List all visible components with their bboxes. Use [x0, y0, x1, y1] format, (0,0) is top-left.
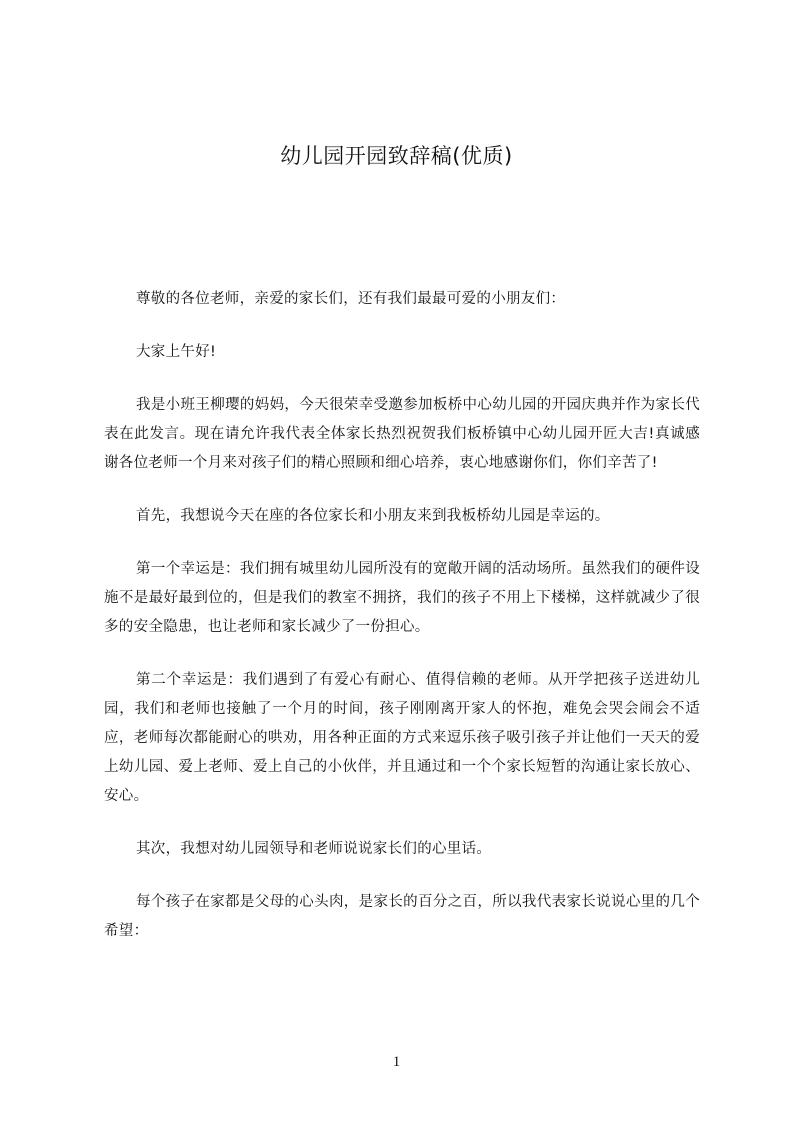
document-title: 幼儿园开园致辞稿(优质)	[280, 144, 513, 168]
paragraph-first-point: 首先，我想说今天在座的各位家长和小朋友来到我板桥幼儿园是幸运的。	[136, 508, 610, 524]
paragraph-second-fortune: 第二个幸运是：我们遇到了有爱心有耐心、值得信赖的老师。从开学把孩子送进幼儿园，我们和老师也接触了一个月的时间，孩子刚刚离开家人的怀抱，难免会哭会闹会不适应，老师每次都能耐心的哄劝，用各种正面的方式来逗乐孩子吸引孩子并让他们一天天的爱上幼儿园、爱上老师、爱上自己的小伙伴，并且通过和一个个家长短暂的沟通让家长放心、安心。	[104, 672, 700, 804]
paragraph-introduction: 我是小班王柳璎的妈妈，今天很荣幸受邀参加板桥中心幼儿园的开园庆典并作为家长代表在此发言。现在请允许我代表全体家长热烈祝贺我们板桥镇中心幼儿园开匠大吉!真诚感谢各位老师一个月来对孩子们的精心照顾和细心培养，衷心地感谢你们，你们辛苦了!	[104, 397, 700, 471]
paragraph-greeting: 大家上午好!	[136, 344, 217, 360]
paragraph-salutation: 尊敬的各位老师，亲爱的家长们，还有我们最最可爱的小朋友们：	[136, 291, 566, 307]
paragraph-first-fortune: 第一个幸运是：我们拥有城里幼儿园所没有的宽敞开阔的活动场所。虽然我们的硬件设施不是最好最到位的，但是我们的教室不拥挤，我们的孩子不用上下楼梯，这样就减少了很多的安全隐患，也让老师和家长减少了一份担心。	[104, 561, 700, 635]
page-number: 1	[392, 1054, 401, 1070]
paragraph-hopes: 每个孩子在家都是父母的心头肉，是家长的百分之百，所以我代表家长说说心里的几个希望：	[104, 894, 700, 939]
document-body	[104, 285, 700, 946]
paragraph-second-point: 其次，我想对幼儿园领导和老师说说家长们的心里话。	[136, 841, 492, 857]
